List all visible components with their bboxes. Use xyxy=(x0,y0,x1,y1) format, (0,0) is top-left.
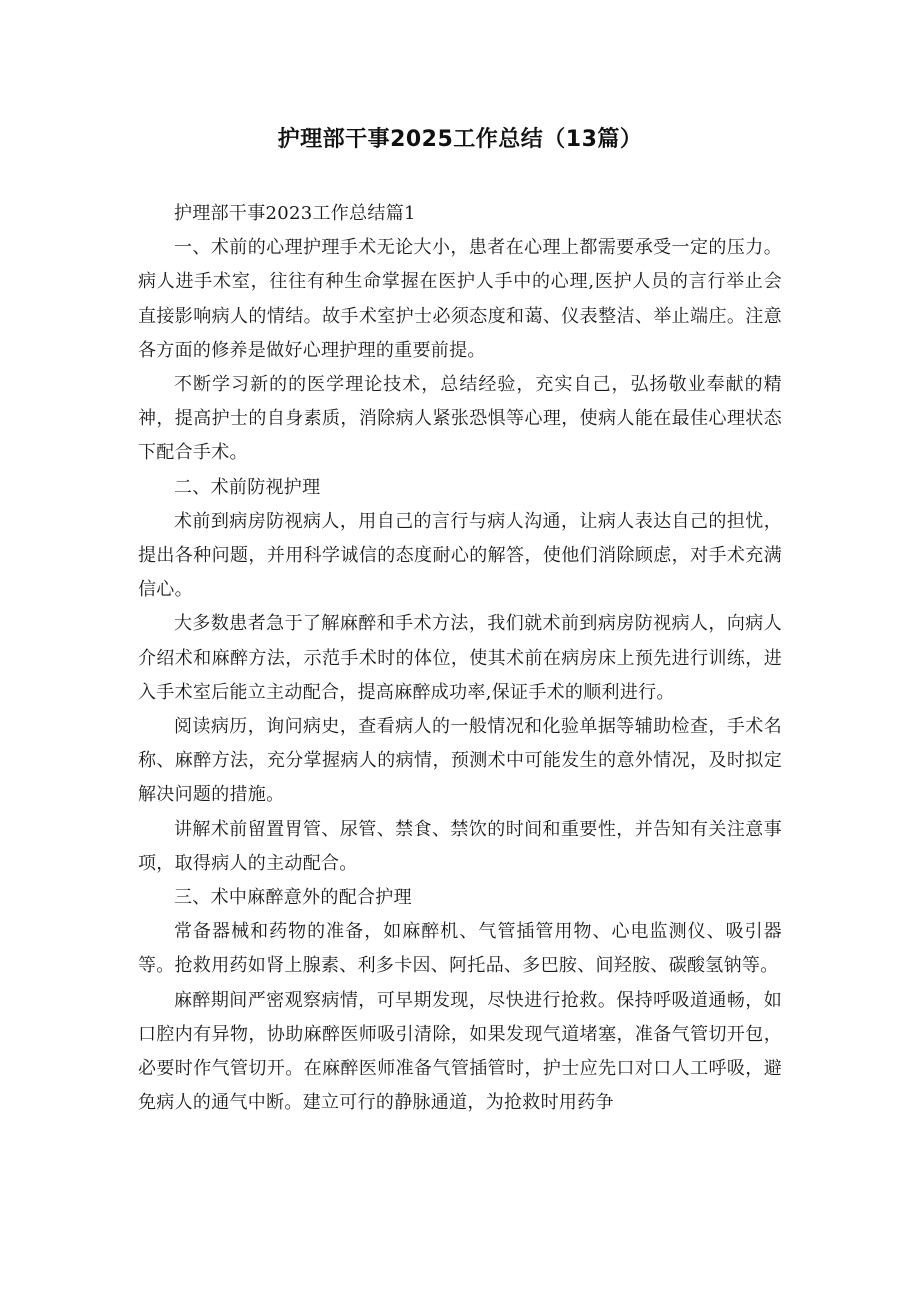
body-paragraph: 讲解术前留置胃管、尿管、禁食、禁饮的时间和重要性，并告知有关注意事项，取得病人的主动配合。 xyxy=(138,818,782,874)
body-paragraph: 不断学习新的的医学理论技术，总结经验，充实自己，弘扬敬业奉献的精神，提高护士的自身素质，消除病人紧张恐惧等心理，使病人能在最佳心理状态下配合手术。 xyxy=(138,374,782,464)
body-paragraph: 一、术前的心理护理手术无论大小，患者在心理上都需要承受一定的压力。病人进手术室，往往有种生命掌握在医护人手中的心理,医护人员的言行举止会直接影响病人的情结。故手术室护士必须态度和蔼、仪表整洁、举止端庄。注意各方面的修养是做好心理护理的重要前提。 xyxy=(138,237,782,361)
document-body xyxy=(138,197,782,1120)
body-paragraph: 常备器械和药物的准备，如麻醉机、气管插管用物、心电监测仪、吸引器等。抢救用药如肾上腺素、利多卡因、阿托品、多巴胺、间羟胺、碳酸氢钠等。 xyxy=(138,921,782,977)
section-heading: 二、术前防视护理 xyxy=(174,476,321,498)
section-heading: 三、术中麻醉意外的配合护理 xyxy=(174,887,412,909)
document-title: 护理部干事2025工作总结（13篇） xyxy=(277,127,643,152)
section-heading: 护理部干事2023工作总结篇1 xyxy=(174,203,416,224)
body-paragraph: 麻醉期间严密观察病情，可早期发现，尽快进行抢救。保持呼吸道通畅，如口腔内有异物，协助麻醉医师吸引清除，如果发现气道堵塞，准备气管切开包，必要时作气管切开。在麻醉医师准备气管插管时，护士应先口对口人工呼吸，避免病人的通气中断。建立可行的静脉通道，为抢救时用药争 xyxy=(138,989,782,1114)
body-paragraph: 术前到病房防视病人，用自己的言行与病人沟通，让病人表达自己的担忧，提出各种问题，并用科学诚信的态度耐心的解答，使他们消除顾虑，对手术充满信心。 xyxy=(138,510,782,601)
body-paragraph: 大多数患者急于了解麻醉和手术方法，我们就术前到病房防视病人，向病人介绍术和麻醉方法，示范手术时的体位，使其术前在病房床上预先进行训练，进入手术室后能立主动配合，提高麻醉成功率,保证手术的顺利进行。 xyxy=(138,613,782,703)
body-paragraph: 阅读病历，询问病史，查看病人的一般情况和化验单据等辅助检查，手术名称、麻醉方法，充分掌握病人的病情，预测术中可能发生的意外情况，及时拟定解决问题的措施。 xyxy=(138,716,782,806)
